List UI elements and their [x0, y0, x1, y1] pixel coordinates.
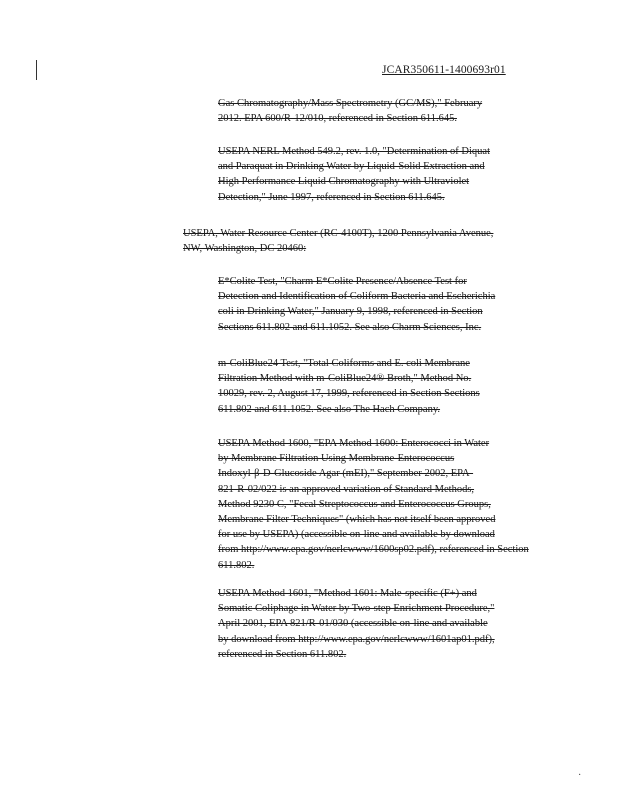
text-line	[218, 96, 558, 111]
text-line	[218, 289, 563, 304]
text-line	[183, 241, 563, 256]
text-line	[218, 451, 573, 466]
text-line	[218, 111, 558, 126]
text-line	[218, 190, 558, 205]
text-segment: Sections 611.802 and 611.1052.	[218, 321, 352, 333]
text-segment: by Membrane Filtration Using Membrane-Enterococcus	[218, 453, 455, 465]
text-segment: 611.802 and 611.1052.	[218, 403, 314, 415]
text-segment: USEPA Method 1600, "EPA Method 1600: Enterococci in Water	[218, 438, 490, 449]
text-line	[218, 586, 573, 601]
text-line	[218, 304, 563, 319]
text-line	[218, 542, 573, 557]
text-segment: m-ColiBlue24 Test, "Total Coliforms and E. coli Membrane	[218, 358, 470, 369]
entry-method-1601	[218, 586, 573, 662]
text-segment: Filtration Method with m-ColiBlue24® Broth," Method No.	[218, 373, 472, 385]
text-segment: Indoxyl-β-D-Glucoside Agar (mEI)," September 2002, EPA-	[218, 468, 474, 480]
text-segment: for use by USEPA) (accessible on-line and available by download	[218, 529, 495, 541]
text-line	[218, 174, 558, 189]
text-line	[218, 371, 563, 386]
text-segment: Membrane Filter Techniques" (which has not itself been approved	[218, 514, 496, 526]
text-line	[218, 512, 573, 527]
entry-gcms	[218, 96, 558, 126]
entry-m-coliblue24-test	[218, 356, 563, 417]
entry-method-549-2	[218, 144, 558, 205]
text-segment: by download from http://www.epa.gov/nerlcwww/1601ap01.pdf),	[218, 633, 495, 645]
text-line	[218, 647, 573, 662]
text-line	[218, 402, 563, 417]
text-segment: and Paraquat in Drinking Water by Liquid-Solid Extraction and	[218, 161, 485, 173]
text-line	[218, 632, 573, 647]
text-segment: coli in Drinking Water," January 9, 1998, referenced in Section	[218, 306, 483, 318]
text-line	[218, 601, 573, 616]
text-line	[218, 497, 573, 512]
text-segment: April 2001, EPA 821/R-01/030 (accessible on-line and available	[218, 618, 488, 630]
entry-usepa-water-resource-center	[183, 226, 563, 256]
margin-mark	[36, 60, 37, 80]
text-line	[218, 386, 563, 401]
text-segment: High Performance Liquid Chromatography with Ultraviolet	[218, 176, 470, 188]
scan-speck: ·	[578, 770, 582, 781]
text-line	[218, 482, 573, 497]
text-line	[218, 527, 573, 542]
text-segment: E*Colite Test, "Charm E*Colite Presence/Absence Test for	[218, 276, 467, 287]
text-segment: See also Charm Sciences, Inc.	[351, 321, 482, 333]
text-segment: Method 9230 C, "Fecal Streptococcus and Enterococcus Groups,	[218, 498, 491, 510]
text-segment: 10029, rev. 2, August 17, 1999, referenced in Section Sections	[218, 388, 480, 400]
entry-method-1600	[218, 436, 573, 573]
text-segment: Somatic Coliphage in Water by Two-step Enrichment Procedure,"	[218, 603, 495, 615]
text-segment: 2012. EPA 600/R-12/010, referenced in Section 611.645.	[218, 113, 457, 125]
text-segment: referenced in Section 611.802.	[218, 648, 347, 660]
text-line	[218, 159, 558, 174]
text-line	[218, 144, 558, 159]
text-segment: 821-R-02/022 is an approved variation of Standard Methods,	[218, 483, 475, 495]
entry-ecolite-test	[218, 274, 563, 335]
text-segment: from http://www.epa.gov/nerlcwww/1600sp02.pdf), referenced in Section	[218, 544, 529, 556]
text-segment: USEPA, Water Resource Center (RC-4100T), 1200 Pennsylvania Avenue,	[183, 228, 494, 239]
text-segment: USEPA NERL Method 549.2, rev. 1.0, "Determination of Diquat	[218, 146, 491, 157]
text-segment: Detection," June 1997, referenced in Section 611.645.	[218, 191, 445, 203]
text-segment: USEPA Method 1601, "Method 1601: Male-specific (F+) and	[218, 588, 477, 599]
text-line	[218, 320, 563, 335]
text-line	[218, 274, 563, 289]
text-line	[218, 436, 573, 451]
text-line	[218, 616, 573, 631]
document-id: JCAR350611-1400693r01	[382, 64, 506, 76]
text-segment: Gas Chromatography/Mass Spectrometry (GC/MS)," February	[218, 98, 483, 109]
text-line	[218, 356, 563, 371]
text-segment: Detection and Identification of Coliform Bacteria and Escherichia	[218, 291, 496, 303]
text-segment: See also The Hach Company.	[313, 403, 441, 415]
text-line	[218, 466, 573, 481]
text-segment: 611.802.	[218, 559, 255, 571]
text-segment: NW, Washington, DC 20460:	[183, 243, 307, 255]
text-line	[218, 558, 573, 573]
text-line	[183, 226, 563, 241]
